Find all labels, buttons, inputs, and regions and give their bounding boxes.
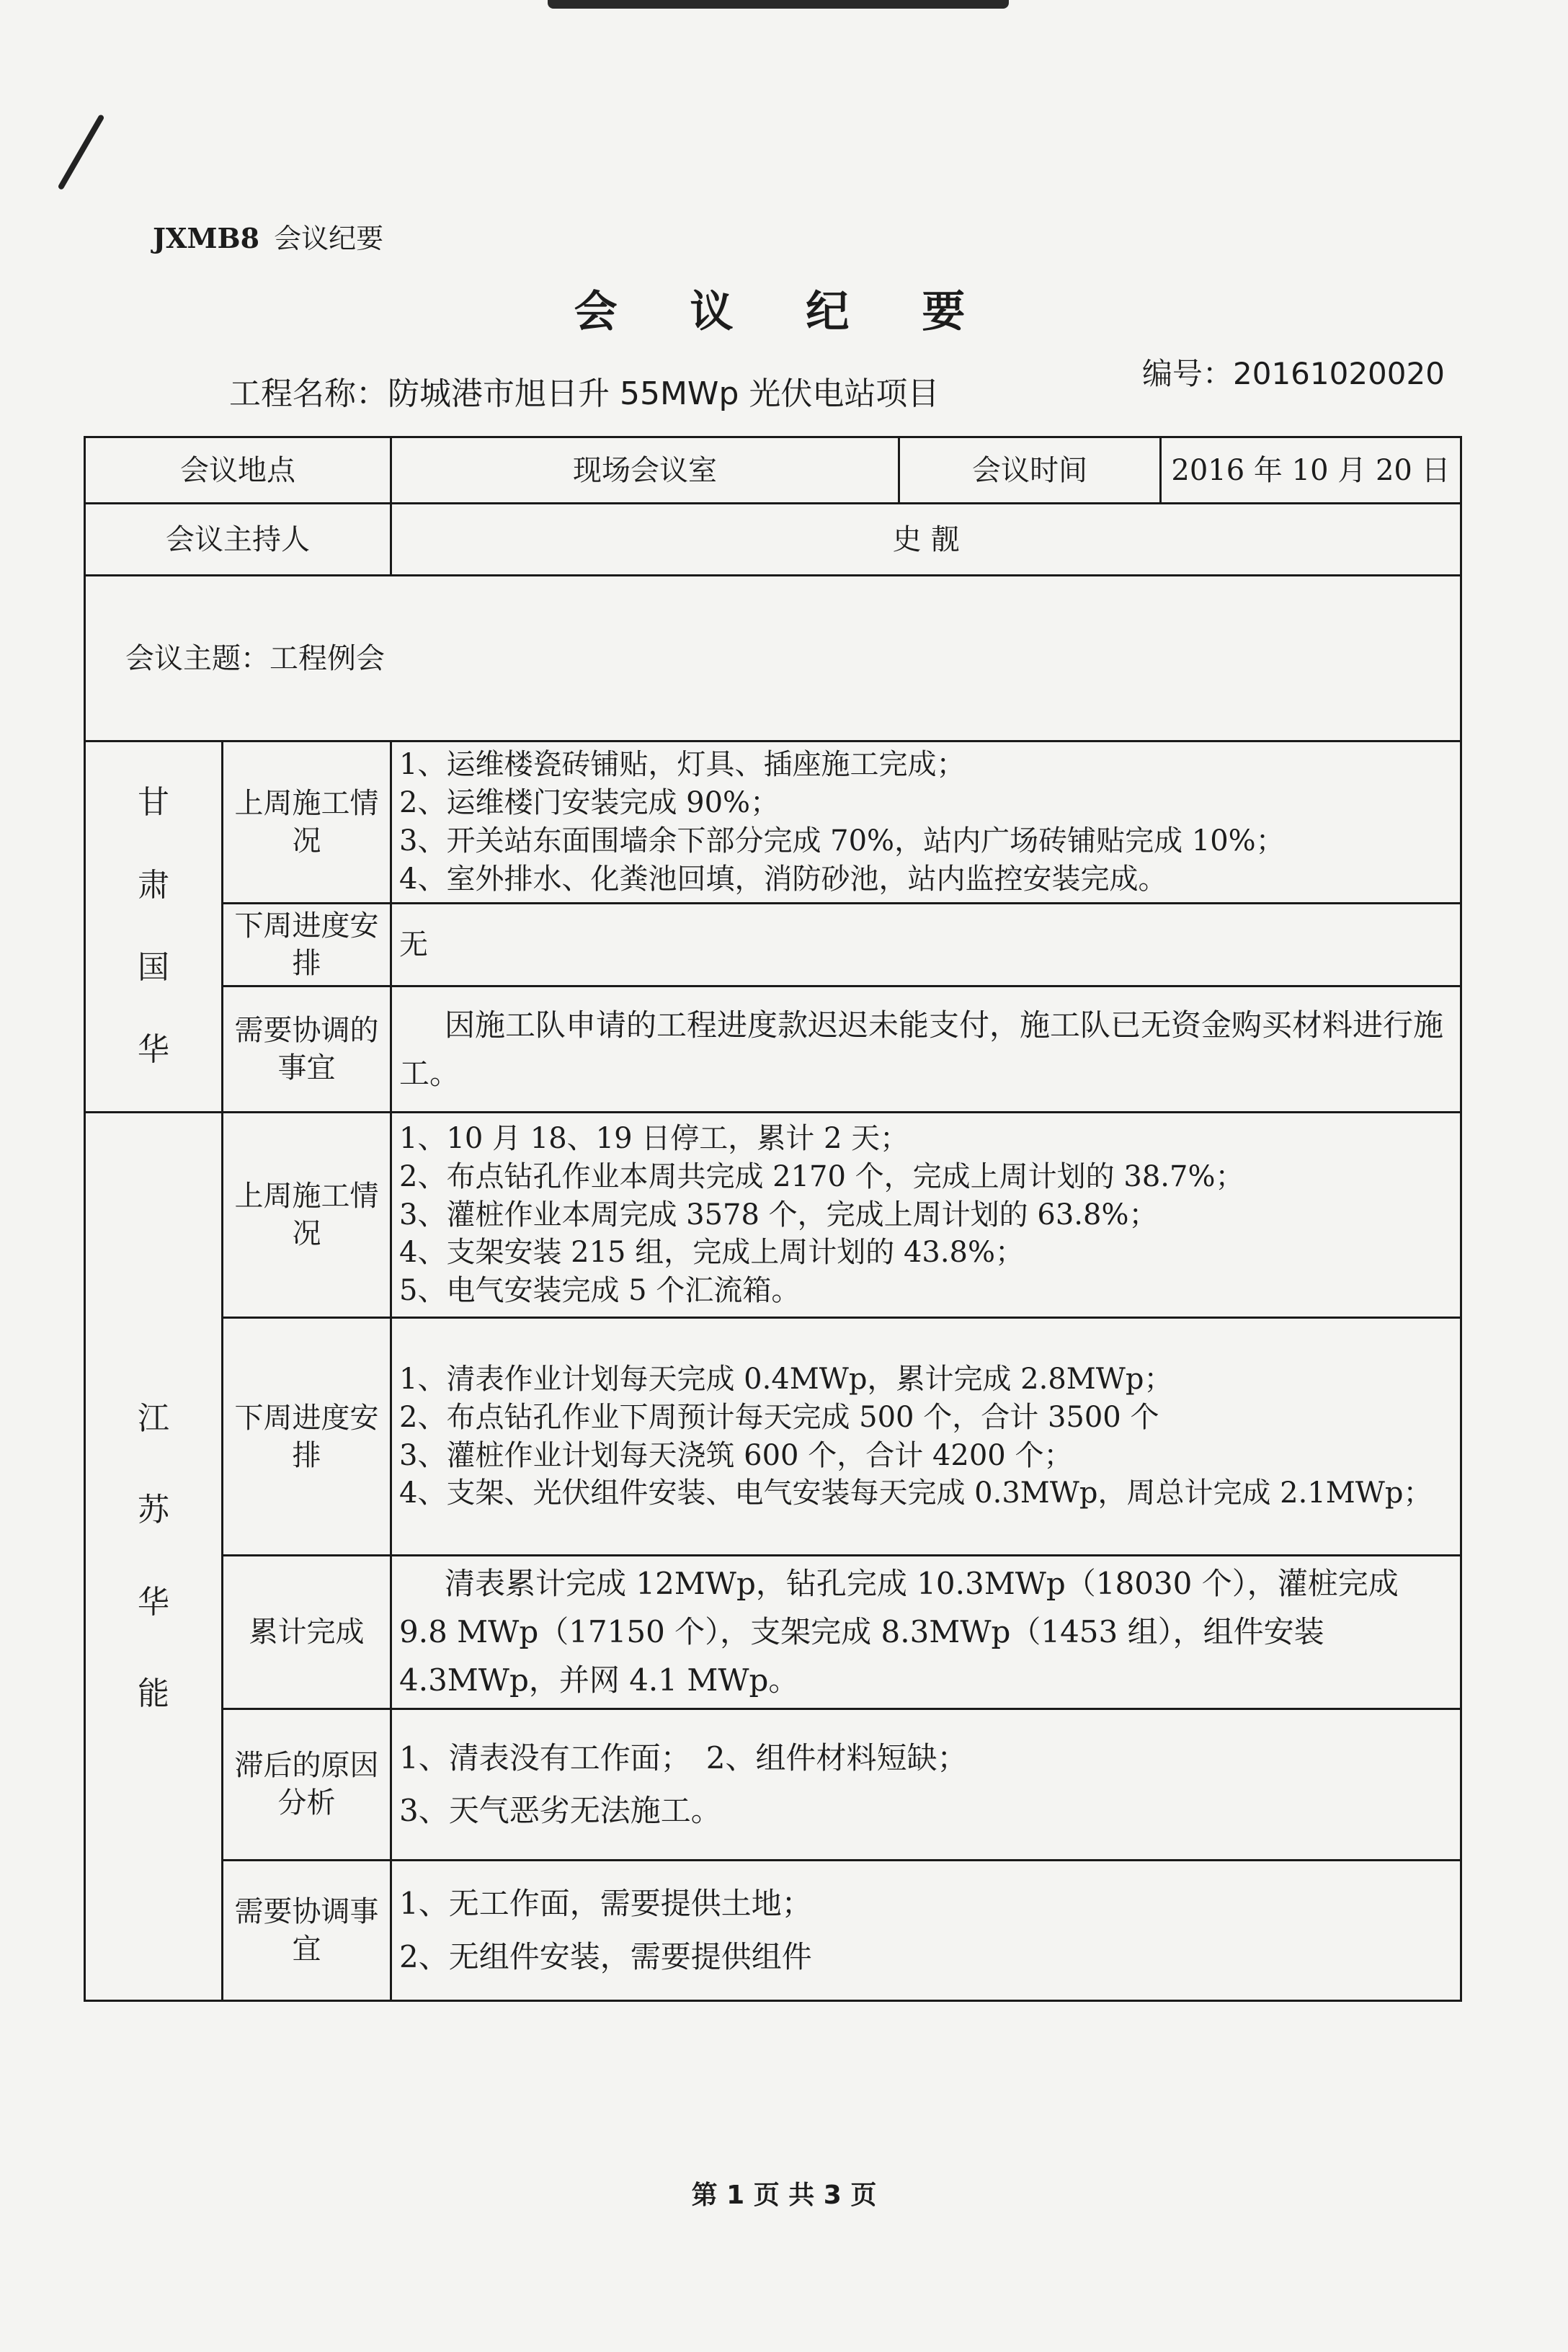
list-item: 2、布点钻孔作业本周共完成 2170 个，完成上周计划的 38.7%； [399, 1159, 1244, 1193]
list-item: 4、支架、光伏组件安装、电气安装每天完成 0.3MWp，周总计完成 2.1MWp； [399, 1476, 1433, 1510]
gansu-last-week-label: 上周施工情况 [223, 741, 391, 904]
gansu-next-week-label: 下周进度安排 [223, 904, 391, 986]
jiangsu-cumulative-label: 累计完成 [223, 1556, 391, 1709]
jiangsu-next-week [391, 1318, 1461, 1556]
jiangsu-cumulative: 清表累计完成 12MWp，钻孔完成 10.3MWp（18030 个），灌桩完成 9.8 MWp（17150 个），支架完成 8.3MWp（1453 组），组件安装 4.3MWp，并网 4.1 MWp。 [391, 1556, 1461, 1709]
place-label: 会议地点 [85, 437, 391, 504]
jiangsu-coord [391, 1860, 1461, 2000]
form-code: JXMB8 会议纪要 [153, 222, 384, 254]
page-top-edge [548, 0, 1009, 9]
jiangsu-delay-label: 滞后的原因分析 [223, 1709, 391, 1860]
org-gansu: 甘 肃 国 华 [85, 741, 223, 1113]
pen-mark [58, 114, 105, 190]
list-item: 4、支架安装 215 组，完成上周计划的 43.8%； [399, 1236, 1025, 1270]
project-name: 工程名称：防城港市旭日升 55MWp 光伏电站项目 [229, 375, 940, 412]
list-item: 2、运维楼门安装完成 90%； [399, 786, 780, 820]
jiangsu-next-week-label: 下周进度安排 [223, 1318, 391, 1556]
list-item: 3、天气恶劣无法施工。 [399, 1793, 721, 1829]
org-jiangsu: 江 苏 华 能 [85, 1113, 223, 2001]
jiangsu-coord-label: 需要协调事宜 [223, 1860, 391, 2000]
jiangsu-delay [391, 1709, 1461, 1860]
jiangsu-last-week-label: 上周施工情况 [223, 1113, 391, 1318]
list-item: 1、清表作业计划每天完成 0.4MWp，累计完成 2.8MWp； [399, 1362, 1173, 1396]
list-item: 1、10 月 18、19 日停工，累计 2 天； [399, 1122, 909, 1155]
place-value: 现场会议室 [391, 437, 899, 504]
list-item: 1、运维楼瓷砖铺贴，灯具、插座施工完成； [399, 748, 966, 782]
list-item: 2、布点钻孔作业下周预计每天完成 500 个，合计 3500 个 [399, 1400, 1159, 1434]
list-item: 2、无组件安装，需要提供组件 [399, 1938, 812, 1974]
list-item: 3、灌桩作业计划每天浇筑 600 个，合计 4200 个； [399, 1438, 1073, 1472]
host-label: 会议主持人 [85, 504, 391, 576]
jiangsu-last-week [391, 1113, 1461, 1318]
page-footer: 第 1 页 共 3 页 [691, 2180, 877, 2210]
form-name: 会议纪要 [274, 223, 384, 254]
document-number: 编号：20161020020 [1142, 356, 1445, 391]
minutes-table [84, 436, 1462, 2002]
gansu-next-week: 无 [391, 904, 1461, 986]
list-item: 1、无工作面，需要提供土地； [399, 1886, 812, 1922]
document-title: 会 议 纪 要 [574, 287, 994, 337]
meeting-topic: 会议主题：工程例会 [85, 576, 1461, 741]
host-value: 史 靓 [391, 504, 1461, 576]
gansu-coord: 因施工队申请的工程进度款迟迟未能支付，施工队已无资金购买材料进行施工。 [391, 986, 1461, 1113]
gansu-last-week [391, 741, 1461, 904]
list-item: 4、室外排水、化粪池回填，消防砂池，站内监控安装完成。 [399, 862, 1167, 896]
list-item: 3、开关站东面围墙余下部分完成 70%，站内广场砖铺贴完成 10%； [399, 824, 1285, 858]
time-label: 会议时间 [899, 437, 1161, 504]
list-item: 1、清表没有工作面； 2、组件材料短缺； [399, 1740, 968, 1776]
time-value: 2016 年 10 月 20 日 [1161, 437, 1461, 504]
list-item: 5、电气安装完成 5 个汇流箱。 [399, 1274, 801, 1308]
list-item: 3、灌桩作业本周完成 3578 个，完成上周计划的 63.8%； [399, 1198, 1158, 1231]
gansu-coord-label: 需要协调的事宜 [223, 986, 391, 1113]
